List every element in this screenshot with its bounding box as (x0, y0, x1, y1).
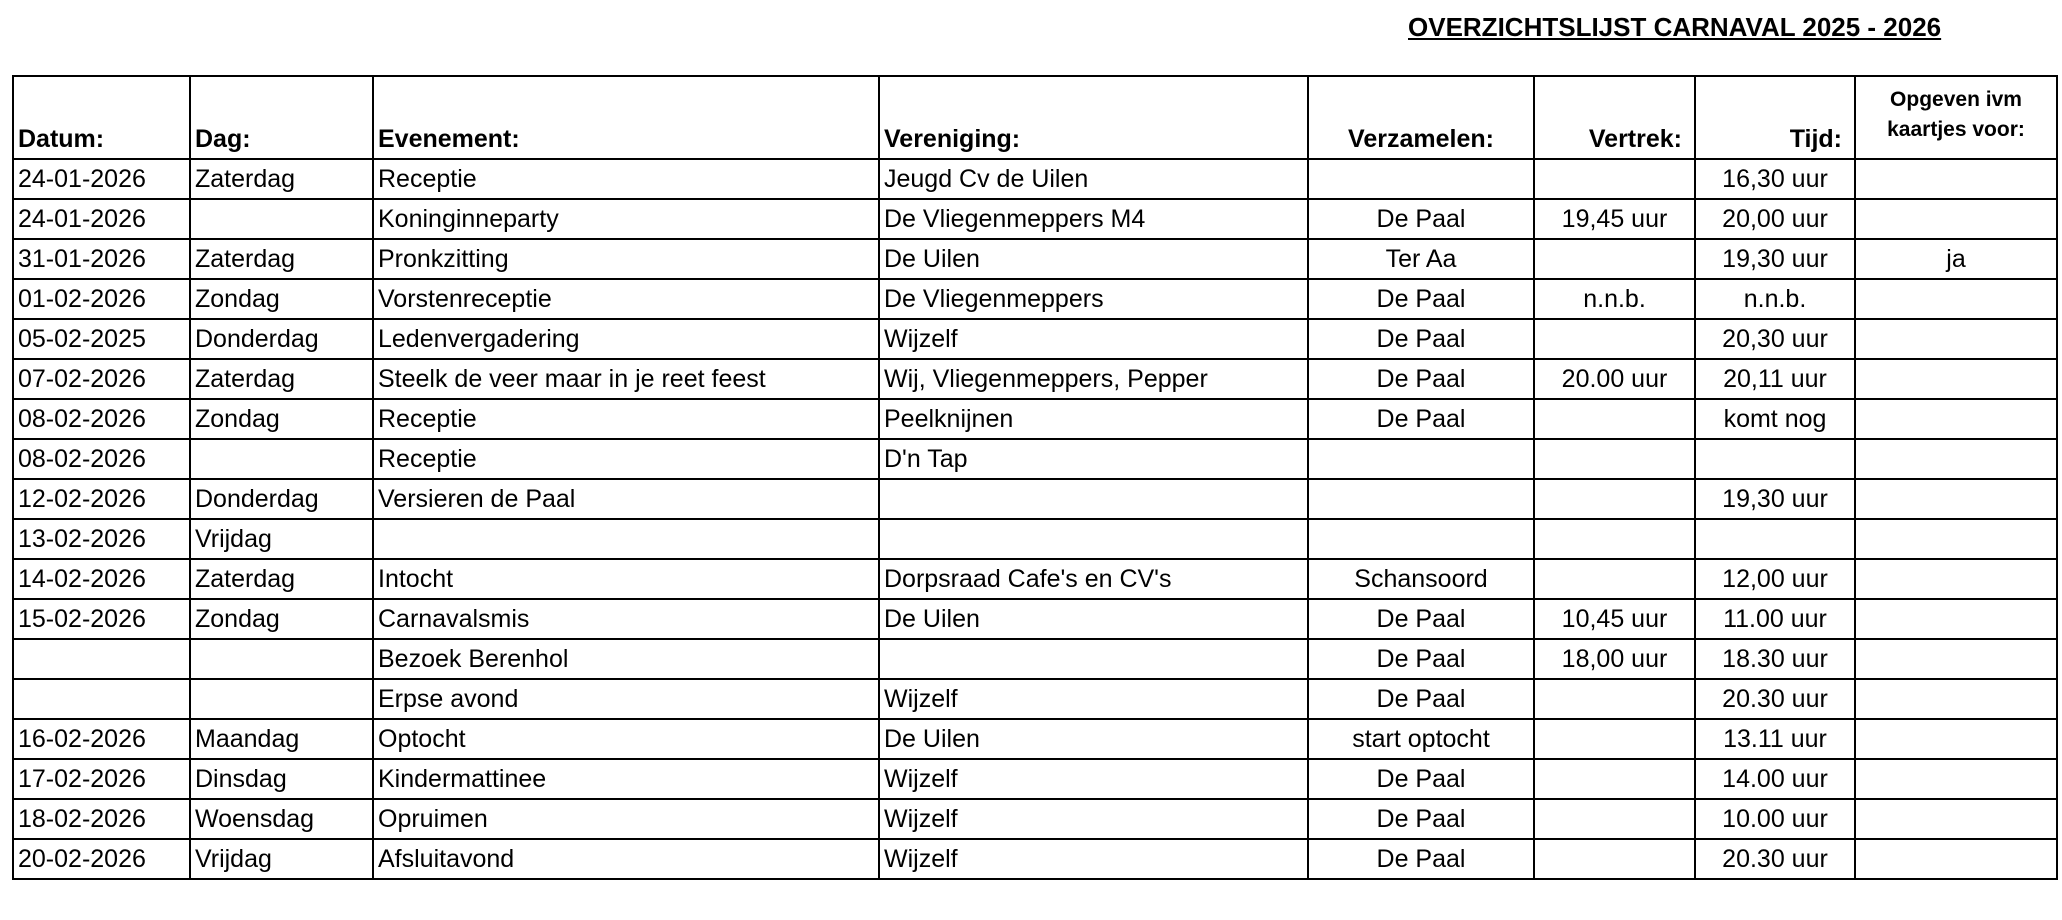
cell-verzamelen (1308, 479, 1534, 519)
cell-tijd (1695, 439, 1855, 479)
cell-vertrek: 19,45 uur (1534, 199, 1695, 239)
cell-vereniging (879, 639, 1308, 679)
cell-opgeven (1855, 719, 2057, 759)
cell-vereniging: D'n Tap (879, 439, 1308, 479)
cell-evenement: Receptie (373, 159, 879, 199)
cell-evenement: Steelk de veer maar in je reet feest (373, 359, 879, 399)
cell-datum: 07-02-2026 (13, 359, 190, 399)
header-vertrek: Vertrek: (1534, 76, 1695, 159)
cell-datum: 15-02-2026 (13, 599, 190, 639)
table-row (13, 519, 2057, 559)
cell-dag: Zaterdag (190, 559, 373, 599)
cell-verzamelen (1308, 519, 1534, 559)
cell-tijd: 12,00 uur (1695, 559, 1855, 599)
cell-datum: 05-02-2025 (13, 319, 190, 359)
cell-opgeven (1855, 679, 2057, 719)
cell-datum: 01-02-2026 (13, 279, 190, 319)
cell-evenement: Receptie (373, 439, 879, 479)
cell-tijd: 14.00 uur (1695, 759, 1855, 799)
cell-vereniging: Wijzelf (879, 679, 1308, 719)
cell-opgeven (1855, 839, 2057, 879)
cell-tijd: n.n.b. (1695, 279, 1855, 319)
cell-evenement: Vorstenreceptie (373, 279, 879, 319)
cell-opgeven (1855, 479, 2057, 519)
cell-evenement: Afsluitavond (373, 839, 879, 879)
cell-tijd: komt nog (1695, 399, 1855, 439)
table-row (13, 479, 2057, 519)
cell-evenement: Pronkzitting (373, 239, 879, 279)
cell-evenement: Optocht (373, 719, 879, 759)
cell-vertrek (1534, 479, 1695, 519)
cell-opgeven (1855, 279, 2057, 319)
cell-opgeven (1855, 199, 2057, 239)
cell-dag (190, 679, 373, 719)
cell-verzamelen: De Paal (1308, 599, 1534, 639)
cell-dag: Vrijdag (190, 519, 373, 559)
cell-vereniging: Wijzelf (879, 839, 1308, 879)
cell-opgeven (1855, 759, 2057, 799)
cell-verzamelen: De Paal (1308, 399, 1534, 439)
cell-datum: 08-02-2026 (13, 439, 190, 479)
cell-vertrek (1534, 759, 1695, 799)
cell-opgeven (1855, 799, 2057, 839)
cell-evenement: Kindermattinee (373, 759, 879, 799)
cell-verzamelen (1308, 439, 1534, 479)
cell-opgeven (1855, 399, 2057, 439)
cell-tijd: 18.30 uur (1695, 639, 1855, 679)
cell-dag: Zaterdag (190, 359, 373, 399)
cell-vereniging: De Vliegenmeppers M4 (879, 199, 1308, 239)
cell-tijd: 20,00 uur (1695, 199, 1855, 239)
cell-vereniging (879, 479, 1308, 519)
cell-tijd: 11.00 uur (1695, 599, 1855, 639)
cell-verzamelen (1308, 159, 1534, 199)
cell-verzamelen: De Paal (1308, 279, 1534, 319)
cell-opgeven (1855, 359, 2057, 399)
cell-datum: 24-01-2026 (13, 159, 190, 199)
cell-vereniging: Peelknijnen (879, 399, 1308, 439)
cell-verzamelen: De Paal (1308, 199, 1534, 239)
cell-tijd: 20,11 uur (1695, 359, 1855, 399)
cell-vereniging (879, 519, 1308, 559)
cell-vertrek (1534, 399, 1695, 439)
cell-dag (190, 639, 373, 679)
table-row (13, 319, 2057, 359)
cell-vertrek (1534, 559, 1695, 599)
cell-evenement: Erpse avond (373, 679, 879, 719)
page-title: OVERZICHTSLIJST CARNAVAL 2025 - 2026 (1408, 12, 1942, 42)
cell-evenement: Koninginneparty (373, 199, 879, 239)
table-row (13, 719, 2057, 759)
cell-vereniging: Wij, Vliegenmeppers, Pepper (879, 359, 1308, 399)
cell-dag (190, 199, 373, 239)
cell-verzamelen: De Paal (1308, 679, 1534, 719)
cell-vertrek (1534, 839, 1695, 879)
cell-tijd: 19,30 uur (1695, 479, 1855, 519)
cell-dag: Zondag (190, 399, 373, 439)
table-row (13, 799, 2057, 839)
cell-vertrek (1534, 519, 1695, 559)
table-row (13, 639, 2057, 679)
cell-tijd (1695, 519, 1855, 559)
cell-vereniging: Wijzelf (879, 759, 1308, 799)
cell-vertrek (1534, 159, 1695, 199)
cell-vereniging: Dorpsraad Cafe's en CV's (879, 559, 1308, 599)
table-row (13, 199, 2057, 239)
cell-verzamelen: De Paal (1308, 759, 1534, 799)
cell-vertrek: 10,45 uur (1534, 599, 1695, 639)
table-row (13, 599, 2057, 639)
cell-vertrek (1534, 319, 1695, 359)
cell-evenement (373, 519, 879, 559)
cell-tijd: 20.30 uur (1695, 679, 1855, 719)
cell-dag (190, 439, 373, 479)
cell-datum: 16-02-2026 (13, 719, 190, 759)
cell-opgeven (1855, 159, 2057, 199)
table-row (13, 679, 2057, 719)
cell-dag: Zaterdag (190, 159, 373, 199)
cell-datum: 24-01-2026 (13, 199, 190, 239)
cell-verzamelen: Ter Aa (1308, 239, 1534, 279)
header-datum: Datum: (13, 76, 190, 159)
table-row (13, 279, 2057, 319)
cell-vertrek (1534, 719, 1695, 759)
header-tijd: Tijd: (1695, 76, 1855, 159)
header-verzamelen: Verzamelen: (1308, 76, 1534, 159)
header-vereniging: Vereniging: (879, 76, 1308, 159)
cell-verzamelen: De Paal (1308, 639, 1534, 679)
cell-verzamelen: De Paal (1308, 839, 1534, 879)
cell-verzamelen: Schansoord (1308, 559, 1534, 599)
schedule-table (12, 75, 2058, 880)
header-opgeven: Opgeven ivm kaartjes voor: (1855, 76, 2057, 159)
cell-datum: 08-02-2026 (13, 399, 190, 439)
header-dag: Dag: (190, 76, 373, 159)
cell-vertrek (1534, 799, 1695, 839)
cell-datum (13, 639, 190, 679)
table-row (13, 439, 2057, 479)
table-row (13, 839, 2057, 879)
cell-dag: Zondag (190, 599, 373, 639)
table-row (13, 559, 2057, 599)
cell-evenement: Carnavalsmis (373, 599, 879, 639)
cell-tijd: 19,30 uur (1695, 239, 1855, 279)
table-row (13, 359, 2057, 399)
cell-vereniging: De Uilen (879, 719, 1308, 759)
cell-opgeven (1855, 439, 2057, 479)
cell-verzamelen: start optocht (1308, 719, 1534, 759)
table-row (13, 759, 2057, 799)
cell-datum: 18-02-2026 (13, 799, 190, 839)
cell-datum: 31-01-2026 (13, 239, 190, 279)
cell-dag: Zaterdag (190, 239, 373, 279)
cell-datum: 17-02-2026 (13, 759, 190, 799)
header-evenement: Evenement: (373, 76, 879, 159)
cell-datum: 12-02-2026 (13, 479, 190, 519)
cell-evenement: Intocht (373, 559, 879, 599)
cell-tijd: 10.00 uur (1695, 799, 1855, 839)
cell-dag: Donderdag (190, 319, 373, 359)
cell-evenement: Receptie (373, 399, 879, 439)
cell-evenement: Versieren de Paal (373, 479, 879, 519)
cell-vereniging: De Uilen (879, 239, 1308, 279)
cell-vereniging: Wijzelf (879, 319, 1308, 359)
cell-vereniging: Wijzelf (879, 799, 1308, 839)
table-row (13, 399, 2057, 439)
cell-vereniging: De Vliegenmeppers (879, 279, 1308, 319)
cell-tijd: 16,30 uur (1695, 159, 1855, 199)
cell-evenement: Ledenvergadering (373, 319, 879, 359)
cell-verzamelen: De Paal (1308, 799, 1534, 839)
cell-datum: 14-02-2026 (13, 559, 190, 599)
cell-opgeven (1855, 639, 2057, 679)
cell-opgeven: ja (1855, 239, 2057, 279)
cell-tijd: 20,30 uur (1695, 319, 1855, 359)
cell-tijd: 13.11 uur (1695, 719, 1855, 759)
cell-opgeven (1855, 599, 2057, 639)
table-row (13, 239, 2057, 279)
cell-datum (13, 679, 190, 719)
cell-opgeven (1855, 319, 2057, 359)
cell-dag: Maandag (190, 719, 373, 759)
cell-dag: Zondag (190, 279, 373, 319)
header-row (13, 76, 2057, 159)
cell-dag: Donderdag (190, 479, 373, 519)
cell-datum: 20-02-2026 (13, 839, 190, 879)
cell-vertrek (1534, 439, 1695, 479)
cell-vertrek: 20.00 uur (1534, 359, 1695, 399)
cell-datum: 13-02-2026 (13, 519, 190, 559)
table-row (13, 159, 2057, 199)
cell-opgeven (1855, 559, 2057, 599)
cell-vertrek (1534, 239, 1695, 279)
cell-dag: Dinsdag (190, 759, 373, 799)
cell-vereniging: Jeugd Cv de Uilen (879, 159, 1308, 199)
cell-vertrek: 18,00 uur (1534, 639, 1695, 679)
cell-dag: Vrijdag (190, 839, 373, 879)
cell-dag: Woensdag (190, 799, 373, 839)
cell-tijd: 20.30 uur (1695, 839, 1855, 879)
cell-verzamelen: De Paal (1308, 319, 1534, 359)
cell-vertrek: n.n.b. (1534, 279, 1695, 319)
cell-evenement: Opruimen (373, 799, 879, 839)
cell-verzamelen: De Paal (1308, 359, 1534, 399)
cell-evenement: Bezoek Berenhol (373, 639, 879, 679)
cell-vertrek (1534, 679, 1695, 719)
cell-opgeven (1855, 519, 2057, 559)
cell-vereniging: De Uilen (879, 599, 1308, 639)
